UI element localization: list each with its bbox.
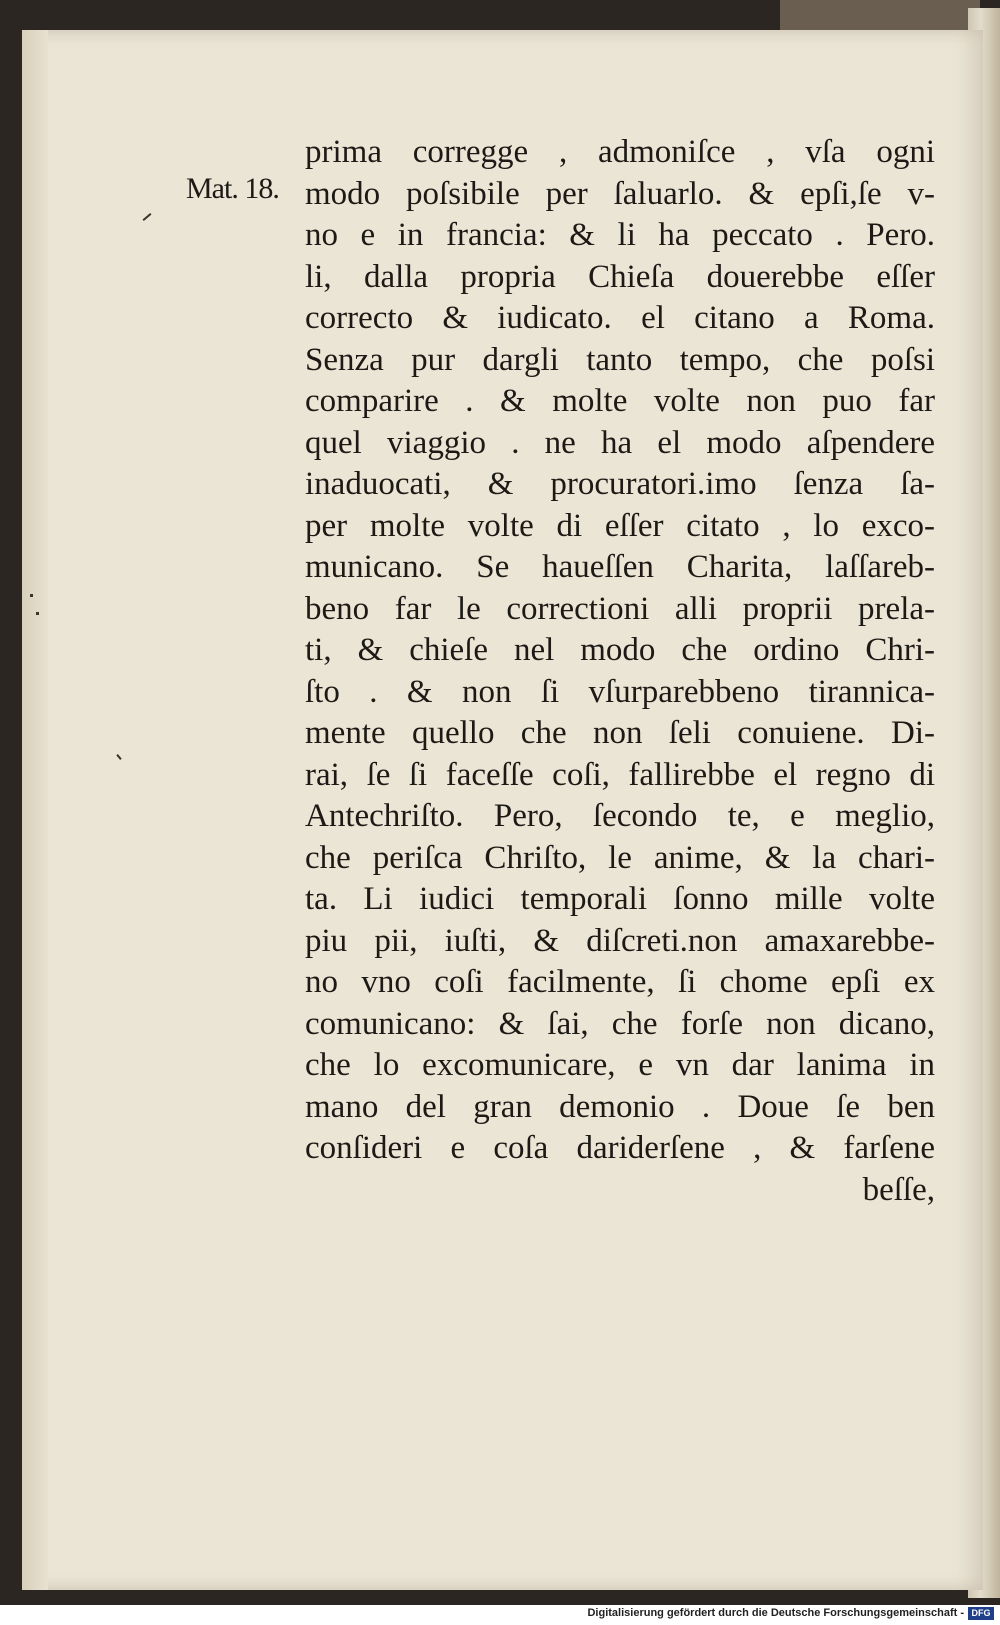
- ink-mark: [36, 612, 39, 615]
- text-line: quel viaggio . ne ha el modo aſpendere: [305, 424, 935, 461]
- text-line: che periſca Chriſto, le anime, & la chari-: [305, 839, 935, 876]
- digitization-credit: Digitalisierung gefördert durch die Deutsche Forschungsgemeinschaft -: [587, 1607, 964, 1619]
- text-line: mente quello che non ſeli conuiene. Di-: [305, 715, 935, 751]
- text-line: municano. Se haueſſen Charita, laſſareb-: [305, 549, 935, 585]
- text-line: mano del gran demonio . Doue ſe ben: [305, 1088, 935, 1125]
- text-line: ta. Li iudici temporali ſonno mille volte: [305, 881, 935, 917]
- text-line: rai, ſe ſi faceſſe coſi, fallirebbe el regno di: [305, 756, 935, 793]
- text-line: inaduocati, & procuratori.imo ſenza ſa-: [305, 466, 935, 502]
- text-line: comparire . & molte volte non puo far: [305, 383, 935, 419]
- text-line: Senza pur dargli tanto tempo, che poſsi: [305, 341, 935, 378]
- text-line: beno far le correctioni alli proprii prela-: [305, 590, 935, 627]
- text-line: correcto & iudicato. el citano a Roma.: [305, 300, 935, 336]
- book-edge-top: [780, 0, 980, 34]
- text-line: no vno coſi facilmente, ſi chome epſi ex: [305, 964, 935, 1000]
- body-text: [305, 132, 935, 1211]
- text-line: prima corregge , admoniſce , vſa ogni: [305, 134, 935, 170]
- text-line: ti, & chieſe nel modo che ordino Chri-: [305, 632, 935, 668]
- text-line: conſideri e coſa dariderſene , & farſene: [305, 1130, 935, 1166]
- text-line: per molte volte di eſſer citato , lo exco-: [305, 507, 935, 544]
- dfg-logo: DFG: [968, 1607, 994, 1620]
- text-line: comunicano: & ſai, che forſe non dicano,: [305, 1005, 935, 1042]
- page-gutter: [22, 30, 48, 1590]
- text-line: li, dalla propria Chieſa douerebbe eſſer: [305, 258, 935, 295]
- text-line: modo poſsibile per ſaluarlo. & epſi,ſe v-: [305, 175, 935, 212]
- margin-note: Mat. 18.: [186, 172, 279, 205]
- text-line: ſto . & non ſi vſurparebbeno tirannica-: [305, 673, 935, 710]
- text-line: che lo excomunicare, e vn dar lanima in: [305, 1047, 935, 1083]
- catchword: beſſe,: [862, 1171, 935, 1208]
- text-line: piu pii, iuſti, & diſcreti.non amaxarebbe-: [305, 922, 935, 959]
- ink-mark: [30, 594, 33, 597]
- text-line: no e in francia: & li ha peccato . Pero.: [305, 217, 935, 253]
- text-line: Antechriſto. Pero, ſecondo te, e meglio,: [305, 798, 935, 834]
